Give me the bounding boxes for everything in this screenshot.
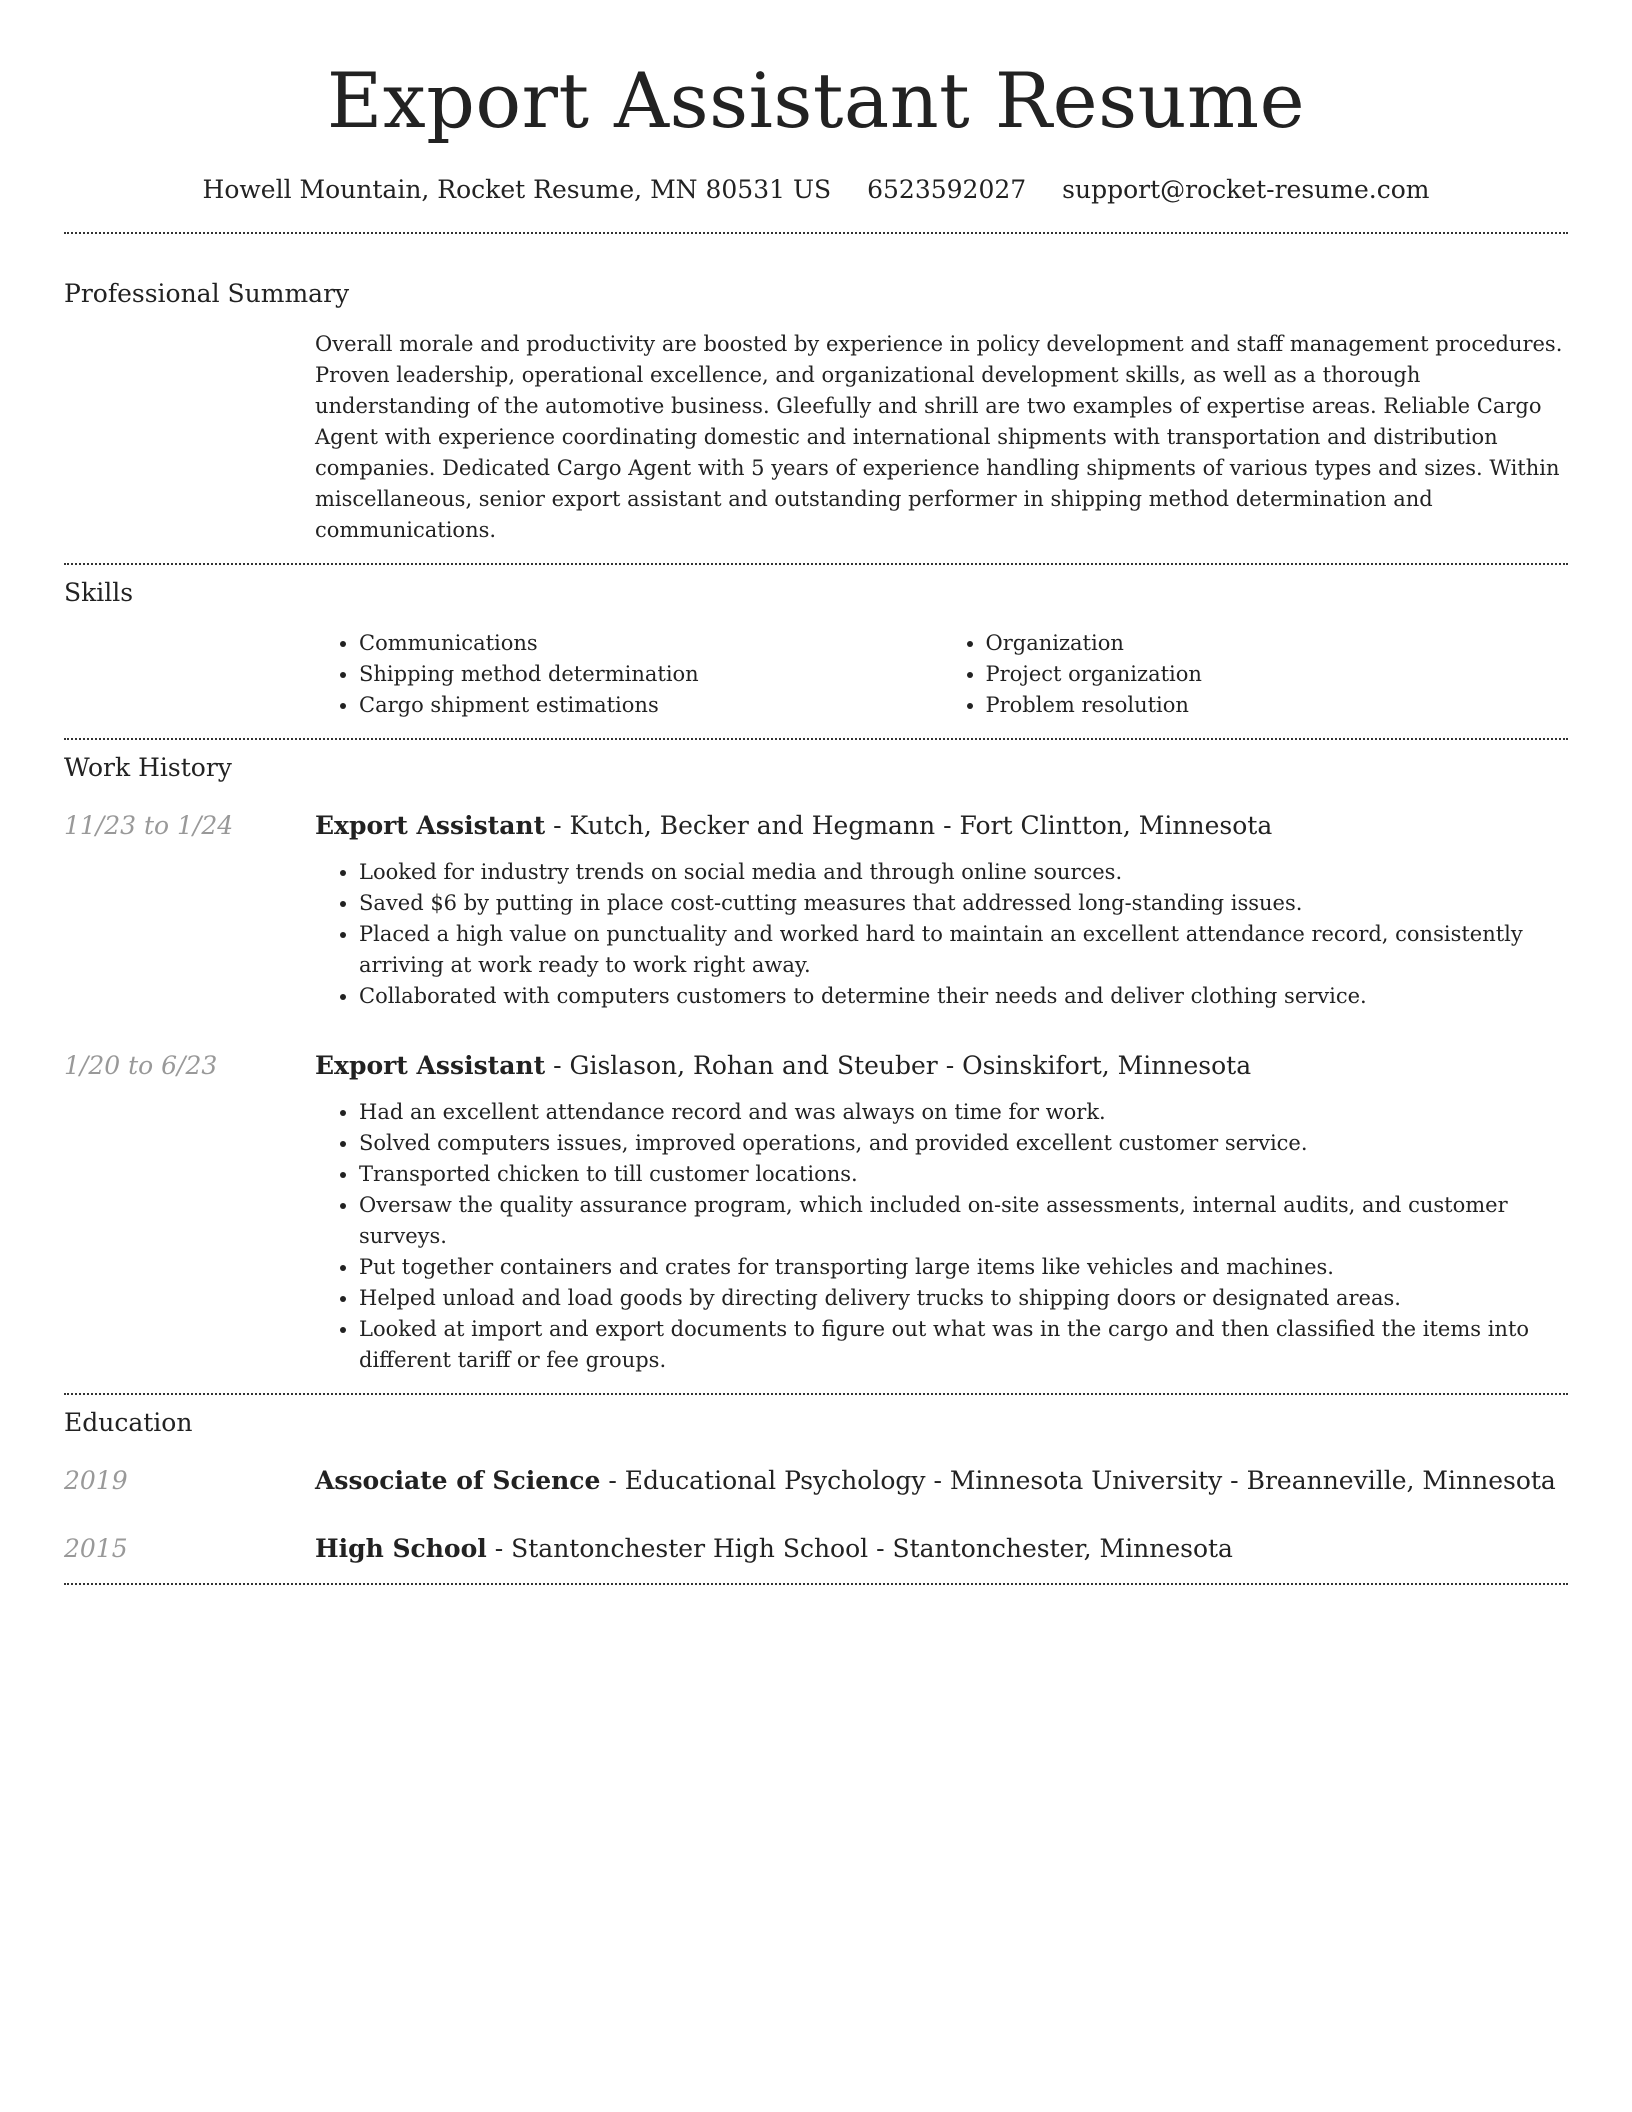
skill-item: • Cargo shipment estimations (359, 690, 942, 721)
resume-title: Export Assistant Resume (326, 56, 1306, 145)
job-details: - Kutch, Becker and Hegmann - Fort Clintton, Minnesota (545, 811, 1273, 840)
education-entry (64, 1531, 1568, 1567)
education-details: - Stantonchester High School - Stantonchester, Minnesota (486, 1534, 1233, 1563)
job-bullet: • Solved computers issues, improved operations, and provided excellent customer service. (359, 1128, 1568, 1159)
skill-item: • Project organization (986, 659, 1569, 690)
job-bullet-list (315, 1097, 1568, 1376)
skill-item: • Shipping method determination (359, 659, 942, 690)
education-heading: Education (64, 1408, 193, 1437)
job-bullet: • Looked for industry trends on social media and through online sources. (359, 857, 1568, 888)
job-bullet: • Transported chicken to till customer locations. (359, 1159, 1568, 1190)
job-bullets (315, 1097, 1568, 1376)
job-role: Export Assistant (315, 1051, 546, 1080)
divider (64, 1583, 1568, 1585)
job-bullet-list (315, 857, 1568, 1012)
divider (64, 738, 1568, 740)
education-entry (64, 1463, 1568, 1499)
job-details: - Gislason, Rohan and Steuber - Osinskifort, Minnesota (545, 1051, 1252, 1080)
education-section (64, 1405, 1568, 1567)
skills-list-right (942, 628, 1569, 721)
job-heading (315, 808, 1568, 844)
education-year: 2015 (64, 1534, 128, 1563)
job-bullet: • Oversaw the quality assurance program, which included on-site assessments, internal audits, and customer surveys. (359, 1190, 1568, 1252)
job-bullet: • Saved $6 by putting in place cost-cutting measures that addressed long-standing issues. (359, 888, 1568, 919)
contact-email: support@rocket-resume.com (1062, 175, 1430, 204)
skill-item: • Organization (986, 628, 1569, 659)
education-heading-line (315, 1531, 1568, 1567)
job-bullet: • Put together containers and crates for transporting large items like vehicles and machines. (359, 1252, 1568, 1283)
summary-text: Overall morale and productivity are boosted by experience in policy development and staff management procedures. Proven leadership, operational excellence, and organizational development skills, as well as a thorough understanding of the automotive business. Gleefully and shrill are two examples of expertise areas. Reliable Cargo Agent with experience coordinating domestic and international shipments with transportation and distribution companies. Dedicated Cargo Agent with 5 years of experience handling shipments of various types and sizes. Within miscellaneous, senior export assistant and outstanding performer in shipping method determination and communications. (315, 332, 1563, 542)
job-heading (315, 1048, 1568, 1084)
job-bullet: • Helped unload and load goods by directing delivery trucks to shipping doors or designated areas. (359, 1283, 1568, 1314)
divider (64, 1393, 1568, 1395)
education-degree: Associate of Science (315, 1466, 601, 1495)
skill-item: • Communications (359, 628, 942, 659)
job-role: Export Assistant (315, 811, 546, 840)
job-bullet: • Collaborated with computers customers to determine their needs and deliver clothing service. (359, 981, 1568, 1012)
resume-page (64, 0, 1568, 1585)
work-heading: Work History (64, 753, 232, 782)
summary-heading: Professional Summary (64, 279, 350, 308)
job-entry (64, 1048, 1568, 1376)
skills-heading: Skills (64, 578, 134, 607)
work-section (64, 750, 1568, 1376)
skills-section (64, 575, 1568, 721)
job-dates: 11/23 to 1/24 (64, 811, 234, 840)
job-entry (64, 808, 1568, 1012)
summary-section (64, 276, 1568, 546)
divider (64, 563, 1568, 565)
divider (64, 232, 1568, 234)
job-bullet: • Placed a high value on punctuality and worked hard to maintain an excellent attendance record, consistently arriving at work ready to work right away. (359, 919, 1568, 981)
job-bullet: • Had an excellent attendance record and was always on time for work. (359, 1097, 1568, 1128)
education-year: 2019 (64, 1466, 128, 1495)
skills-list-left (315, 628, 942, 721)
education-details: - Educational Psychology - Minnesota University - Breanneville, Minnesota (600, 1466, 1556, 1495)
education-degree: High School (315, 1534, 487, 1563)
job-bullet: • Looked at import and export documents to figure out what was in the cargo and then classified the items into different tariff or fee groups. (359, 1314, 1568, 1376)
contact-phone: 6523592027 (867, 175, 1027, 204)
contact-address: Howell Mountain, Rocket Resume, MN 80531 US (202, 175, 832, 204)
education-heading-line (315, 1463, 1568, 1499)
contact-line (64, 170, 1568, 210)
summary-body (315, 329, 1568, 546)
job-bullets (315, 857, 1568, 1012)
skill-item: • Problem resolution (986, 690, 1569, 721)
job-dates: 1/20 to 6/23 (64, 1051, 218, 1080)
skills-grid (315, 628, 1568, 721)
